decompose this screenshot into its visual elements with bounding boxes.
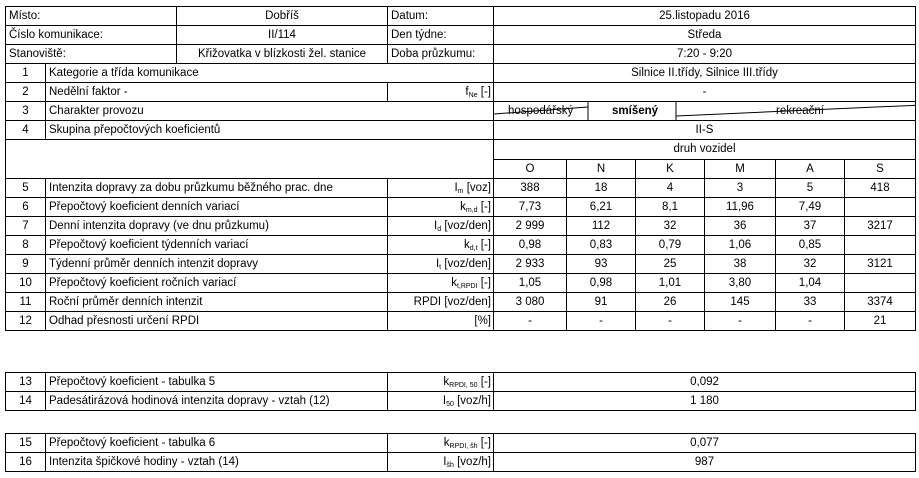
value-o: 3 080: [494, 293, 567, 312]
main-table: [5, 6, 916, 331]
row-11: [6, 293, 916, 312]
value-s: 3374: [845, 293, 916, 312]
datum-label: Datum:: [388, 7, 494, 26]
row-label: Kategorie a třída komunikace: [46, 64, 494, 83]
row-unit: $k_{m,d}$ [-]: [388, 198, 494, 217]
row-label: Odhad přesnosti určení RPDI: [46, 312, 388, 331]
value-m: 3: [705, 179, 776, 198]
value-a: -: [776, 312, 845, 331]
cislo-label: Číslo komunikace:: [6, 26, 177, 45]
header-row-1: [6, 7, 916, 26]
vehicle-heading: druh vozidel: [494, 140, 916, 160]
value-o: 2 999: [494, 217, 567, 236]
row-unit: $I_m$ [voz]: [388, 179, 494, 198]
value-k: 8,1: [636, 198, 705, 217]
row-label: Přepočtový koeficient denních variací: [46, 198, 388, 217]
row-number: 13: [6, 373, 46, 392]
value-o: 0,98: [494, 236, 567, 255]
peak-hour-table: [5, 433, 916, 472]
value-s: 418: [845, 179, 916, 198]
value-o: 1,05: [494, 274, 567, 293]
row-number: 1: [6, 64, 46, 83]
option-smiseny: smíšený: [612, 105, 659, 117]
misto-value: Dobříš: [177, 7, 388, 26]
value-k: 4: [636, 179, 705, 198]
value-k: -: [636, 312, 705, 331]
vehicle-col-n: N: [567, 159, 636, 179]
row-number: 8: [6, 236, 46, 255]
row-number: 16: [6, 453, 46, 472]
header-row-3: [6, 45, 916, 64]
value-s: 3217: [845, 217, 916, 236]
row-unit: $f_{Ne}$ [-]: [388, 83, 494, 102]
option-rekreacni: rekreační: [776, 105, 824, 117]
row-label: Roční průměr denních intenzit: [46, 293, 388, 312]
row-label: Skupina přepočtových koeficientů: [46, 121, 494, 140]
row-number: 6: [6, 198, 46, 217]
value-a: 1,04: [776, 274, 845, 293]
row-label: Intenzita špičkové hodiny - vztah (14): [46, 453, 388, 472]
value-m: 1,06: [705, 236, 776, 255]
value-k: 0,79: [636, 236, 705, 255]
value-a: 0,85: [776, 236, 845, 255]
datum-value: 25.listopadu 2016: [494, 7, 916, 26]
row-value: II-S: [494, 121, 916, 140]
vehicle-col-s: S: [845, 159, 916, 179]
doba-value: 7:20 - 9:20: [494, 45, 916, 64]
row-unit: $k_{d,t}$ [-]: [388, 236, 494, 255]
value-k: 25: [636, 255, 705, 274]
row-unit: $k_{t,RPDI}$ [-]: [388, 274, 494, 293]
row-unit: $I_t$ [voz/den]: [388, 255, 494, 274]
option-hospodarsky: hospodářský: [508, 105, 574, 117]
row-12: [6, 312, 916, 331]
row-number: 3: [6, 102, 46, 121]
row-4: [6, 121, 916, 140]
row-label: Týdenní průměr denních intenzit dopravy: [46, 255, 388, 274]
row-8: [6, 236, 916, 255]
den-label: Den týdne:: [388, 26, 494, 45]
row-13: [6, 373, 916, 392]
value-s: [845, 236, 916, 255]
row-10: [6, 274, 916, 293]
value-m: 36: [705, 217, 776, 236]
header-row-2: [6, 26, 916, 45]
value-n: 0,98: [567, 274, 636, 293]
value-k: 32: [636, 217, 705, 236]
misto-label: Místo:: [6, 7, 177, 26]
value-s: [845, 274, 916, 293]
row-number: 5: [6, 179, 46, 198]
row-value: Silnice II.třídy, Silnice III.třídy: [494, 64, 916, 83]
row-unit: $k_{RPDI, 50}$ [-]: [388, 373, 494, 392]
row-value: 0,092: [494, 373, 916, 392]
row-number: 7: [6, 217, 46, 236]
row-9: [6, 255, 916, 274]
stanoviste-value: Křižovatka v blízkosti žel. stanice: [177, 45, 388, 64]
row-number: 2: [6, 83, 46, 102]
row-number: 10: [6, 274, 46, 293]
row-5: [6, 179, 916, 198]
row-label: Přepočtový koeficient týdenních variací: [46, 236, 388, 255]
cislo-value: II/114: [177, 26, 388, 45]
row-value: -: [494, 83, 916, 102]
row-label: Nedělní faktor -: [46, 83, 388, 102]
row-number: 4: [6, 121, 46, 140]
row-14: [6, 392, 916, 411]
row-label: Přepočtový koeficient ročních variací: [46, 274, 388, 293]
row-unit: $I_d$ [voz/den]: [388, 217, 494, 236]
value-n: 112: [567, 217, 636, 236]
value-a: 5: [776, 179, 845, 198]
vehicle-col-a: A: [776, 159, 845, 179]
row-7: [6, 217, 916, 236]
value-o: 7,73: [494, 198, 567, 217]
value-k: 1,01: [636, 274, 705, 293]
value-a: 37: [776, 217, 845, 236]
doba-label: Doba průzkumu:: [388, 45, 494, 64]
row-3: [6, 102, 916, 121]
value-s: 21: [845, 312, 916, 331]
value-k: 26: [636, 293, 705, 312]
vehicle-col-k: K: [636, 159, 705, 179]
value-a: 7,49: [776, 198, 845, 217]
row-label: Padesátirázová hodinová intenzita dopravy - vztah (12): [46, 392, 388, 411]
row-number: 11: [6, 293, 46, 312]
traffic-character-selector: [494, 102, 916, 121]
value-s: 3121: [845, 255, 916, 274]
row-value: 1 180: [494, 392, 916, 411]
vehicle-heading-row: [6, 140, 916, 160]
value-n: 0,83: [567, 236, 636, 255]
row-label: Intenzita dopravy za dobu průzkumu běžného prac. dne: [46, 179, 388, 198]
row-value: 0,077: [494, 434, 916, 453]
row-6: [6, 198, 916, 217]
row-1: [6, 64, 916, 83]
row-number: 14: [6, 392, 46, 411]
row-unit: $I_{šh}$ [voz/h]: [388, 453, 494, 472]
row-number: 15: [6, 434, 46, 453]
hourly-intensity-table: [5, 372, 916, 411]
value-m: 11,96: [705, 198, 776, 217]
value-n: -: [567, 312, 636, 331]
value-n: 93: [567, 255, 636, 274]
row-unit: $I_{50}$ [voz/h]: [388, 392, 494, 411]
row-value: 987: [494, 453, 916, 472]
value-m: 145: [705, 293, 776, 312]
row-label: Denní intenzita dopravy (ve dnu průzkumu): [46, 217, 388, 236]
value-m: -: [705, 312, 776, 331]
row-unit: $k_{RPDI, šh}$ [-]: [388, 434, 494, 453]
stanoviste-label: Stanoviště:: [6, 45, 177, 64]
value-n: 6,21: [567, 198, 636, 217]
value-a: 33: [776, 293, 845, 312]
row-label: Charakter provozu: [46, 102, 494, 121]
value-a: 32: [776, 255, 845, 274]
value-s: [845, 198, 916, 217]
row-2: [6, 83, 916, 102]
value-o: 388: [494, 179, 567, 198]
value-o: -: [494, 312, 567, 331]
den-value: Středa: [494, 26, 916, 45]
row-number: 9: [6, 255, 46, 274]
vehicle-col-m: M: [705, 159, 776, 179]
value-m: 38: [705, 255, 776, 274]
vehicle-col-o: O: [494, 159, 567, 179]
row-label: Přepočtový koeficient - tabulka 5: [46, 373, 388, 392]
value-n: 18: [567, 179, 636, 198]
row-16: [6, 453, 916, 472]
value-m: 3,80: [705, 274, 776, 293]
row-label: Přepočtový koeficient - tabulka 6: [46, 434, 388, 453]
row-unit: RPDI [voz/den]: [388, 293, 494, 312]
row-unit: [%]: [388, 312, 494, 331]
row-number: 12: [6, 312, 46, 331]
value-o: 2 933: [494, 255, 567, 274]
value-n: 91: [567, 293, 636, 312]
row-15: [6, 434, 916, 453]
blank-cell: [6, 140, 494, 179]
